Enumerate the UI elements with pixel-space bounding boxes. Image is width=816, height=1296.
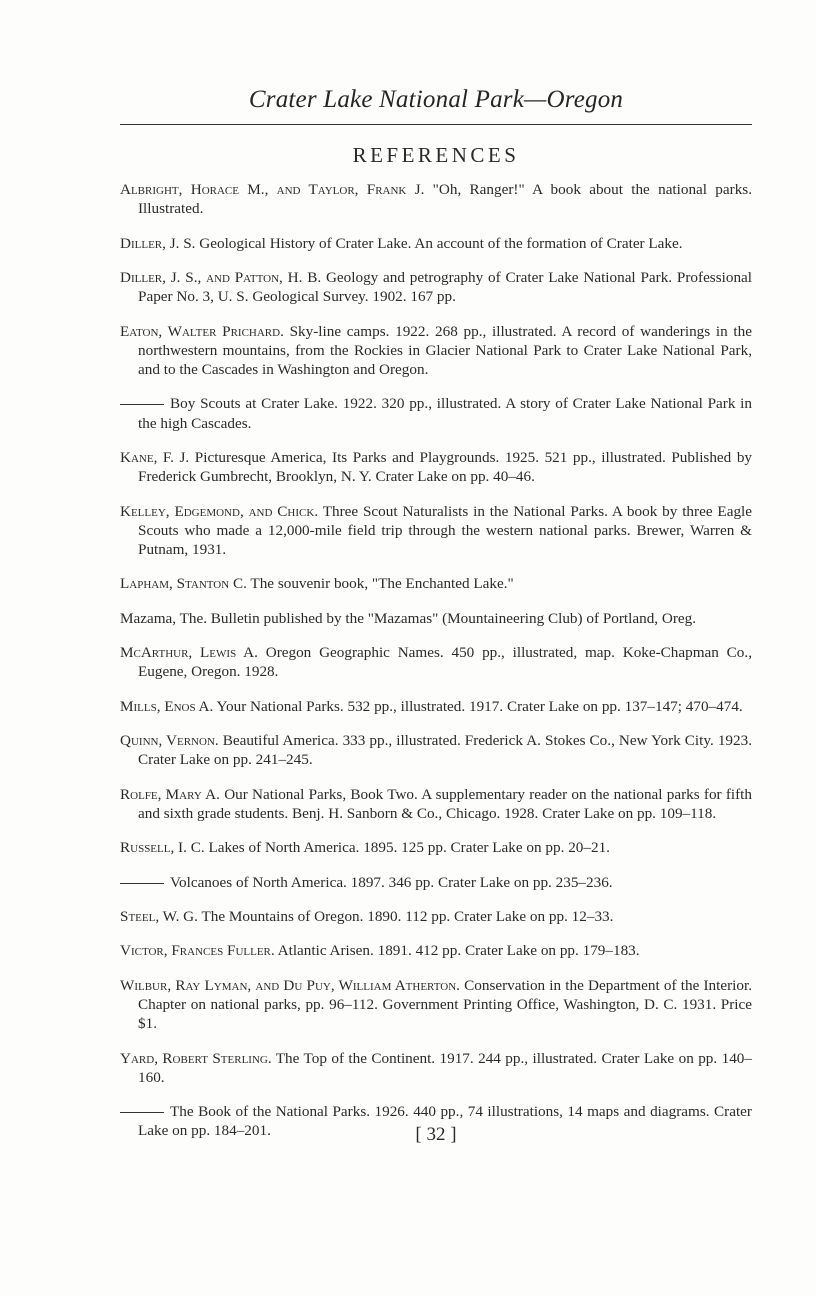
reference-entry bbox=[120, 268, 752, 306]
ditto-dash bbox=[120, 883, 164, 884]
reference-text: Mazama, The. Bulletin published by the "Mazamas" (Mountaineering Club) of Portland, Oreg. bbox=[120, 609, 697, 627]
reference-entry bbox=[120, 907, 752, 926]
reference-author: Eaton, Walter Prichard. bbox=[120, 322, 284, 340]
ditto-dash bbox=[120, 1112, 164, 1113]
reference-text: The souvenir book, "The Enchanted Lake." bbox=[246, 575, 514, 593]
reference-text: Lakes of North America. 1895. 125 pp. Crater Lake on pp. 20–21. bbox=[204, 839, 610, 857]
reference-entry bbox=[120, 448, 752, 486]
reference-text: "Oh, Ranger!" A book about the national parks. Illustrated. bbox=[138, 181, 753, 218]
reference-entry bbox=[120, 574, 752, 593]
header-rule bbox=[120, 124, 752, 125]
reference-entry bbox=[120, 394, 752, 432]
reference-author: Rolfe, Mary A. bbox=[120, 785, 220, 803]
reference-entry bbox=[120, 941, 752, 960]
reference-text: Sky-line camps. 1922. 268 pp., illustrated. A record of wanderings in the northwestern mountains, from the Rockies in Glacier National Park to Crater Lake National Park, and to the Cascades in Washington and Oregon. bbox=[138, 322, 752, 378]
reference-text: Your National Parks. 532 pp., illustrated. 1917. Crater Lake on pp. 137–147; 470–474. bbox=[213, 697, 743, 715]
reference-author: Mills, Enos A. bbox=[120, 697, 214, 715]
reference-author: Victor, Frances Fuller. bbox=[120, 942, 275, 960]
reference-text: Geological History of Crater Lake. An account of the formation of Crater Lake. bbox=[195, 234, 683, 252]
reference-entry bbox=[120, 731, 752, 769]
running-head: Crater Lake National Park—Oregon bbox=[248, 86, 624, 113]
reference-author: Russell, I. C. bbox=[120, 839, 205, 857]
reference-entry bbox=[120, 609, 752, 628]
reference-entry bbox=[120, 322, 752, 380]
reference-text: Oregon Geographic Names. 450 pp., illustrated, map. Koke-Chapman Co., Eugene, Oregon. 1928. bbox=[138, 644, 752, 681]
reference-entry bbox=[120, 976, 752, 1034]
reference-text: The Book of the National Parks. 1926. 440 pp., 74 illustrations, 14 maps and diagrams. Crater Lake on pp. 184–201. bbox=[138, 1103, 752, 1140]
reference-entry bbox=[120, 180, 752, 218]
reference-text: The Top of the Continent. 1917. 244 pp., illustrated. Crater Lake on pp. 140–160. bbox=[138, 1049, 752, 1086]
reference-entry bbox=[120, 234, 752, 253]
reference-text: Three Scout Naturalists in the National Parks. A book by three Eagle Scouts who made a 12,000-mile field trip through the western national parks. Brewer, Warren & Putnam, 1931. bbox=[138, 502, 752, 558]
reference-author: Albright, Horace M., and Taylor, Frank J. bbox=[120, 181, 425, 198]
reference-entry bbox=[120, 697, 752, 716]
reference-entry bbox=[120, 785, 752, 823]
reference-text: Picturesque America, Its Parks and Playgrounds. 1925. 521 pp., illustrated. Published by Frederick Gumbrecht, Brooklyn, N. Y. Crater Lake on pp. 40–46. bbox=[138, 448, 753, 486]
reference-text: Beautiful America. 333 pp., illustrated. Frederick A. Stokes Co., New York City. 1923. Crater Lake on pp. 241–245. bbox=[138, 732, 752, 769]
reference-entry bbox=[120, 838, 752, 857]
reference-author: Diller, J. S. bbox=[120, 234, 196, 252]
reference-author: Steel, W. G. bbox=[120, 908, 198, 926]
reference-author: Wilbur, Ray Lyman, and Du Puy, William Atherton. bbox=[120, 976, 460, 994]
reference-text: Conservation in the Department of the Interior. Chapter on national parks, pp. 96–112. Government Printing Office, Washington, D. C. 1931. Price $1. bbox=[138, 976, 752, 1033]
reference-author: McArthur, Lewis A. bbox=[120, 644, 258, 662]
reference-author: Yard, Robert Sterling. bbox=[120, 1049, 272, 1067]
reference-text: Boy Scouts at Crater Lake. 1922. 320 pp., illustrated. A story of Crater Lake National Park in the high Cascades. bbox=[138, 395, 752, 432]
reference-entry bbox=[120, 502, 752, 560]
reference-text: Our National Parks, Book Two. A supplementary reader on the national parks for fifth and sixth grade students. Benj. H. Sanborn & Co., Chicago. 1928. Crater Lake on pp. 109–118. bbox=[138, 785, 752, 822]
reference-author: Lapham, Stanton C. bbox=[120, 575, 247, 593]
reference-entry bbox=[120, 873, 752, 892]
reference-text: Atlantic Arisen. 1891. 412 pp. Crater Lake on pp. 179–183. bbox=[274, 942, 640, 960]
reference-author: Kelley, Edgemond, and Chick. bbox=[120, 502, 319, 520]
page-number: [ 32 ] bbox=[415, 1124, 457, 1145]
reference-text: Volcanoes of North America. 1897. 346 pp. Crater Lake on pp. 235–236. bbox=[170, 873, 613, 891]
reference-entry bbox=[120, 1049, 752, 1087]
reference-text: The Mountains of Oregon. 1890. 112 pp. Crater Lake on pp. 12–33. bbox=[197, 908, 614, 926]
ditto-dash bbox=[120, 404, 164, 405]
section-title: REFERENCES bbox=[352, 143, 520, 167]
reference-entry bbox=[120, 643, 752, 681]
references-list bbox=[120, 180, 752, 1144]
reference-author: Kane, F. J. bbox=[120, 448, 190, 466]
reference-author: Diller, J. S., and Patton, H. B. bbox=[120, 268, 322, 286]
reference-author: Quinn, Vernon. bbox=[120, 732, 219, 750]
reference-text: Geology and petrography of Crater Lake National Park. Professional Paper No. 3, U. S. Geological Survey. 1902. 167 pp. bbox=[138, 268, 752, 306]
